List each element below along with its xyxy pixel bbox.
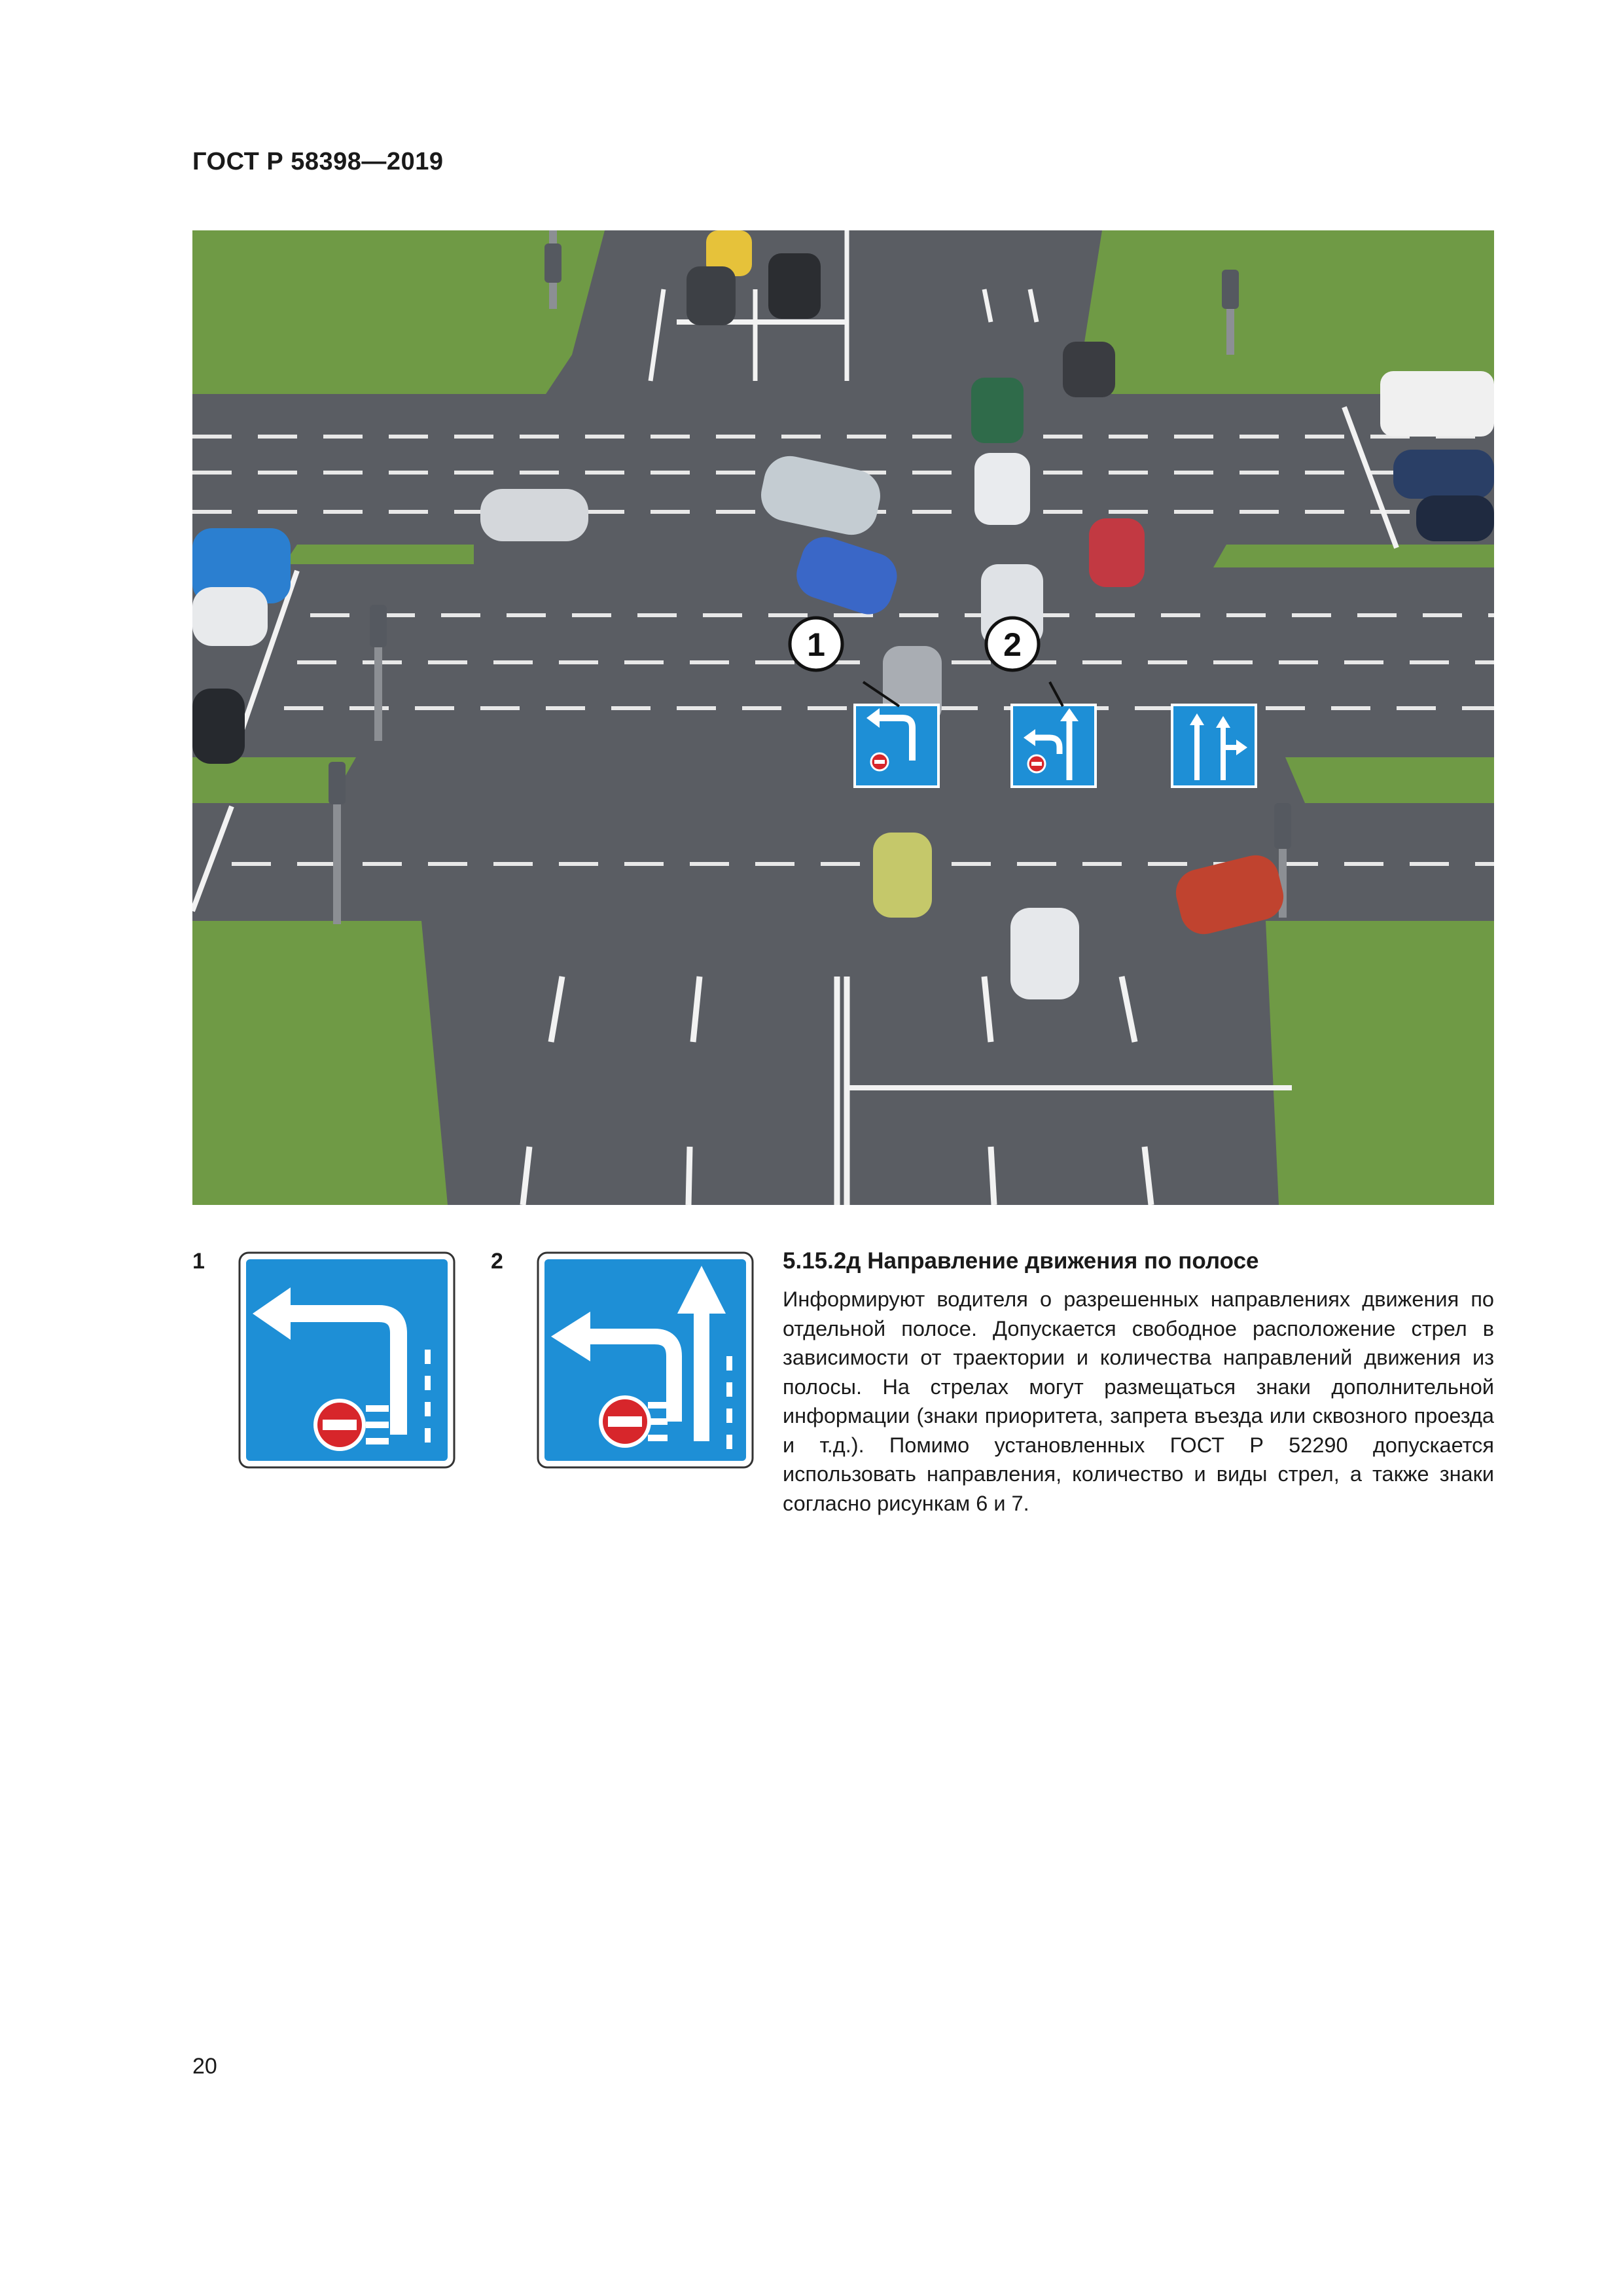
- lane-direction-left-sign-icon: [238, 1251, 455, 1469]
- grass-top-left: [192, 230, 605, 394]
- page-number: 20: [192, 2054, 217, 2079]
- grass-median-left: [284, 545, 474, 564]
- section-5-15-2d: [783, 1247, 1494, 1518]
- svg-text:2: 2: [1003, 626, 1022, 663]
- lane-direction-left-straight-sign-icon: [537, 1251, 754, 1469]
- intersection-illustration: [192, 230, 1494, 1205]
- grass-mid-right: [1285, 757, 1494, 803]
- svg-text:1: 1: [807, 626, 825, 663]
- scene-sign-1: [855, 705, 938, 787]
- callout-1: [790, 618, 842, 670]
- scene-sign-3: [1172, 705, 1256, 787]
- section-body: Информируют водителя о разрешенных направлениях движения по отдельной полосе. Допускается свободное расположение стрел в зависимости от траектории и количества направлений движения из полосы. На стрелах могут размещаться знаки дополнительной информации (знаки приоритета, запрета въезда или сквозного проезда и т.д.). Помимо установленных ГОСТ Р 52290 допускается использовать направления, количество и виды стрел, а также знаки согласно рисункам 6 и 7.: [783, 1287, 1494, 1515]
- document-id: ГОСТ Р 58398—2019: [192, 148, 444, 175]
- sign-number-1: 1: [192, 1249, 205, 1274]
- grass-bottom-left: [192, 921, 448, 1205]
- scene-sign-2: [1012, 705, 1096, 787]
- section-title: 5.15.2д Направление движения по полосе: [783, 1248, 1259, 1274]
- grass-bottom-right: [1266, 921, 1494, 1205]
- callout-2: [986, 618, 1039, 670]
- intersection-scene: [192, 230, 1494, 1205]
- grass-median-right: [1213, 545, 1494, 567]
- grass-top-right: [1082, 230, 1494, 394]
- sign-number-2: 2: [491, 1249, 503, 1274]
